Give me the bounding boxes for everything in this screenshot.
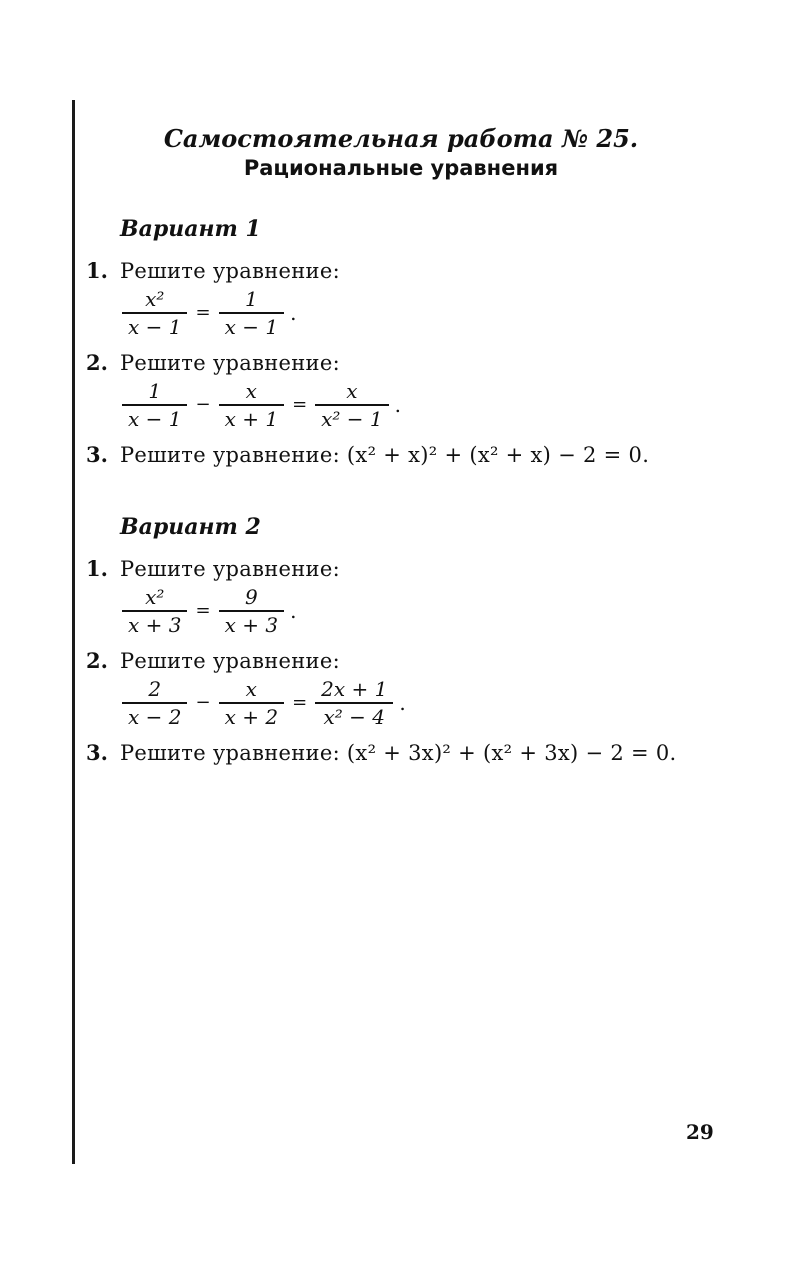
numerator: 9 — [244, 585, 258, 609]
denominator: x² − 1 — [321, 406, 383, 431]
fraction — [122, 584, 187, 638]
v2-task-2 — [86, 648, 340, 673]
task-text: Решите уравнение: (x² + x)² + (x² + x) − 2 = 0. — [120, 443, 650, 467]
fraction — [219, 378, 284, 432]
v2-task-3 — [86, 740, 677, 765]
period: . — [399, 690, 406, 715]
page-title: Самостоятельная работа № 25. — [163, 124, 639, 153]
task-number: 3. — [86, 740, 108, 765]
fraction — [315, 676, 393, 730]
denominator: x + 1 — [224, 406, 279, 431]
operator: = — [292, 692, 308, 714]
task-number: 1. — [86, 556, 108, 581]
variant-1-heading: Вариант 1 — [120, 216, 261, 242]
denominator: x + 3 — [224, 612, 279, 637]
fraction — [219, 676, 284, 730]
numerator: 1 — [148, 379, 162, 403]
v2-task-1 — [86, 556, 340, 581]
operator: = — [195, 302, 211, 324]
numerator: 2 — [148, 677, 162, 701]
fraction — [219, 584, 284, 638]
fraction — [122, 676, 187, 730]
task-text: Решите уравнение: — [120, 557, 340, 581]
numerator: x — [346, 379, 358, 403]
numerator: x — [245, 379, 257, 403]
denominator: x + 2 — [224, 704, 279, 729]
denominator: x − 1 — [224, 314, 279, 339]
v1-task-3 — [86, 442, 649, 467]
period: . — [290, 598, 297, 623]
task-text: Решите уравнение: — [120, 351, 340, 375]
task-text: Решите уравнение: (x² + 3x)² + (x² + 3x) − 2 = 0. — [120, 741, 677, 765]
denominator: x − 1 — [128, 314, 182, 339]
v1-task-1 — [86, 258, 340, 283]
operator: − — [195, 394, 211, 416]
denominator: x² − 4 — [323, 704, 385, 729]
period: . — [394, 392, 402, 417]
numerator: x² — [145, 287, 165, 311]
numerator: 1 — [244, 287, 258, 311]
operator: − — [195, 692, 211, 714]
task-number: 1. — [86, 258, 108, 283]
operator: = — [195, 600, 211, 622]
page-number: 29 — [686, 1120, 714, 1144]
denominator: x − 2 — [128, 704, 182, 729]
v2-equation-1 — [118, 584, 296, 638]
task-number: 2. — [86, 648, 108, 673]
task-number: 3. — [86, 442, 108, 467]
margin-rule — [72, 100, 75, 1164]
v1-task-2 — [86, 350, 340, 375]
numerator: x — [245, 677, 257, 701]
fraction — [219, 286, 284, 340]
operator: = — [292, 394, 308, 416]
numerator: x² — [145, 585, 165, 609]
fraction — [315, 378, 389, 432]
numerator: 2x + 1 — [321, 677, 388, 701]
task-number: 2. — [86, 350, 108, 375]
denominator: x − 1 — [128, 406, 182, 431]
fraction — [122, 286, 187, 340]
denominator: x + 3 — [128, 612, 182, 637]
page-subtitle: Рациональные уравнения — [243, 156, 559, 180]
v1-equation-1 — [118, 286, 296, 340]
period: . — [290, 300, 297, 325]
task-text: Решите уравнение: — [120, 649, 340, 673]
fraction — [122, 378, 187, 432]
v2-equation-2 — [118, 676, 406, 730]
variant-2-heading: Вариант 2 — [120, 514, 261, 540]
v1-equation-2 — [118, 378, 401, 432]
task-text: Решите уравнение: — [120, 259, 340, 283]
